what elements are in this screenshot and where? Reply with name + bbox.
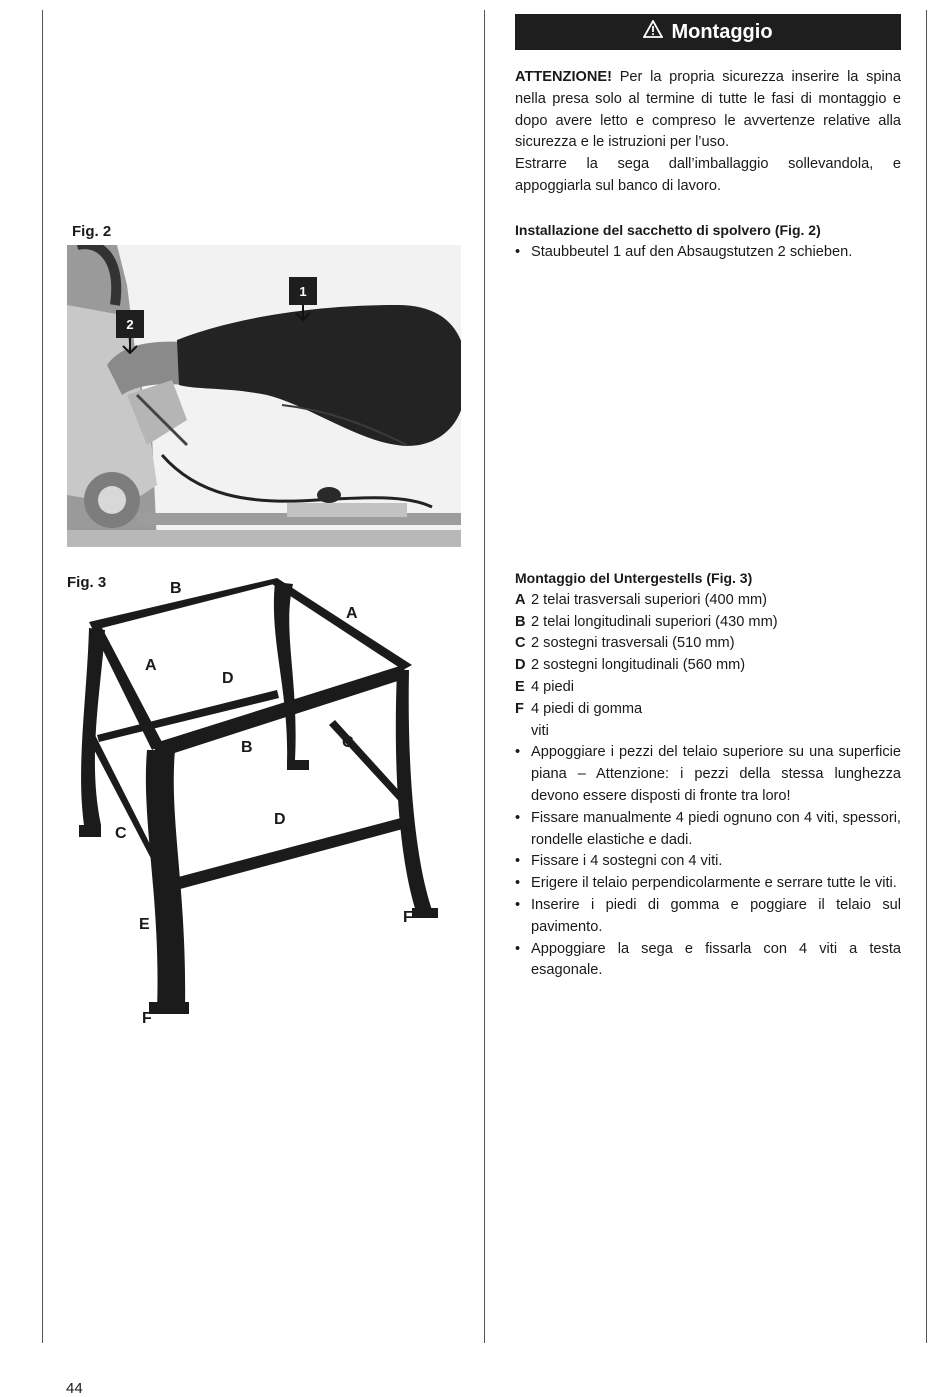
part-item: F 4 piedi di gomma: [515, 700, 643, 717]
arrow-down-icon: [292, 305, 314, 323]
arrow-down-icon: [119, 338, 141, 356]
dustbag-block: [515, 220, 901, 264]
dustbag-step: • Staubbeutel 1 auf den Absaugstutzen 2 schieben.: [515, 242, 901, 264]
part-label-c: C: [115, 825, 127, 842]
section-title: Montaggio: [671, 20, 773, 43]
callout-1: 1: [289, 277, 317, 305]
part-item: C 2 sostegni trasversali (510 mm): [515, 635, 735, 652]
stand-step: • Appoggiare i pezzi del telaio superiore su una superficie piana – Attenzione: i pezzi della stessa lunghezza devono essere disposti di fronte tra loro!: [515, 742, 901, 807]
intro-block: [515, 67, 901, 198]
part-item: E 4 piedi: [515, 678, 575, 695]
part-label-e: E: [139, 916, 150, 933]
screws-item: viti: [531, 722, 549, 739]
unpack-text: Estrarre la sega dall’imballaggio sollevandola, e appoggiarla sul banco di lavoro.: [515, 156, 901, 194]
callout-2: 2: [116, 310, 144, 338]
part-label-f: F: [403, 909, 413, 926]
stand-title: Montaggio del Untergestells (Fig. 3): [515, 570, 753, 586]
dustbag-title: Installazione del sacchetto di spolvero (Fig. 2): [515, 222, 821, 238]
dust-bag-photo: [67, 245, 461, 547]
column-rule-right: [926, 10, 927, 1343]
section-header: [515, 14, 901, 50]
page-number: 44: [66, 1380, 83, 1397]
stand-step: • Fissare manualmente 4 piedi ognuno con 4 viti, spessori, rondelle elastiche e dadi.: [515, 808, 901, 852]
stand-step: • Appoggiare la sega e fissarla con 4 viti a testa esagonale.: [515, 939, 901, 983]
part-label-d: D: [222, 670, 234, 687]
stand-step: • Inserire i piedi di gomma e poggiare il telaio sul pavimento.: [515, 895, 901, 939]
part-label-d: D: [274, 811, 286, 828]
part-item: A 2 telai trasversali superiori (400 mm): [515, 591, 768, 608]
warning-triangle-icon: [643, 20, 663, 44]
stand-block: [515, 568, 901, 982]
fig3-label: Fig. 3: [67, 574, 107, 591]
part-label-c: C: [342, 734, 354, 751]
part-label-a: A: [145, 657, 157, 674]
part-label-b: B: [241, 739, 253, 756]
part-label-b: B: [170, 580, 182, 597]
part-label-a: A: [346, 605, 358, 622]
column-rule-middle: [484, 10, 485, 1343]
attention-label: ATTENZIONE!: [515, 69, 613, 85]
column-rule-left: [42, 10, 43, 1343]
part-item: D 2 sostegni longitudinali (560 mm): [515, 657, 746, 674]
stand-step: • Fissare i 4 sostegni con 4 viti.: [515, 851, 901, 873]
fig2-label: Fig. 2: [72, 223, 112, 240]
stand-illustration: [67, 570, 461, 1040]
part-label-f: F: [142, 1010, 152, 1027]
intro-text: Per la propria sicurezza inserire la spina nella presa solo al termine di tutte le fasi di montaggio e dopo avere letto e compreso le avvertenze relative alla sicurezza e le istruzioni per l’uso.: [515, 69, 901, 151]
part-item: B 2 telai longitudinali superiori (430 mm): [515, 613, 778, 630]
stand-step: • Erigere il telaio perpendicolarmente e serrare tutte le viti.: [515, 873, 901, 895]
